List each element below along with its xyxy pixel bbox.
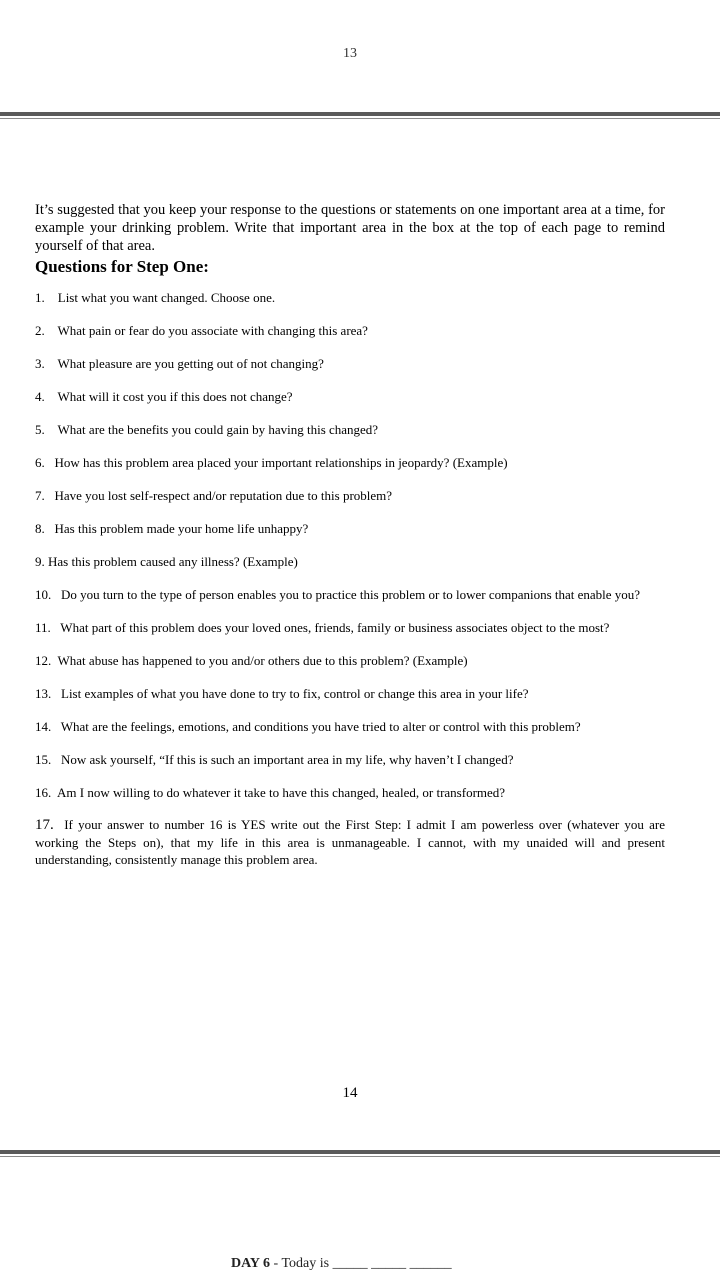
question-item: 9. Has this problem caused any illness? (Example)	[35, 554, 298, 569]
question-item: 11. What part of this problem does your loved ones, friends, family or business associates object to the most?	[35, 620, 610, 635]
question-item: 6. How has this problem area placed your important relationships in jeopardy? (Example)	[35, 455, 508, 470]
question-item: 17. If your answer to number 16 is YES write out the First Step: I admit I am powerless over (whatever you are working the Steps on), that my life in this area is unmanageable. I cannot, with my unaided will and present understanding, consistently manage this problem area.	[35, 817, 665, 867]
page-divider-bottom	[0, 1150, 720, 1158]
page-number-bottom: 14	[342, 1085, 358, 1101]
question-item: 7. Have you lost self-respect and/or reputation due to this problem?	[35, 488, 393, 503]
question-item: 8. Has this problem made your home life unhappy?	[35, 521, 309, 536]
page-number-top: 13	[343, 46, 357, 61]
section-heading: Questions for Step One:	[35, 257, 209, 276]
today-line: - Today is _____ _____ ______	[270, 1256, 452, 1271]
questions-list	[35, 290, 665, 868]
question-item: 10. Do you turn to the type of person enables you to practice this problem or to lower companions that enable you?	[35, 587, 641, 602]
intro-paragraph: It’s suggested that you keep your response to the questions or statements on one important area at a time, for example your drinking problem. Write that important area in the box at the top of each page to remind yourself of that area.	[35, 202, 665, 254]
question-item: 16. Am I now willing to do whatever it take to have this changed, healed, or transformed?	[35, 785, 506, 800]
question-item: 1. List what you want changed. Choose one.	[35, 290, 276, 305]
day-footer	[231, 1256, 452, 1272]
question-item: 5. What are the benefits you could gain by having this changed?	[35, 422, 379, 437]
question-item: 14. What are the feelings, emotions, and conditions you have tried to alter or control with this problem?	[35, 719, 581, 734]
day-label: DAY 6	[231, 1256, 271, 1271]
question-item: 15. Now ask yourself, “If this is such an important area in my life, why haven’t I changed?	[35, 752, 514, 767]
question-item: 12. What abuse has happened to you and/or others due to this problem? (Example)	[35, 653, 468, 668]
question-item: 2. What pain or fear do you associate with changing this area?	[35, 323, 368, 338]
page-content	[35, 201, 665, 885]
question-item: 3. What pleasure are you getting out of not changing?	[35, 356, 324, 371]
page-divider-top	[0, 112, 720, 120]
question-item: 4. What will it cost you if this does not change?	[35, 389, 293, 404]
question-item: 13. List examples of what you have done to try to fix, control or change this area in your life?	[35, 686, 529, 701]
